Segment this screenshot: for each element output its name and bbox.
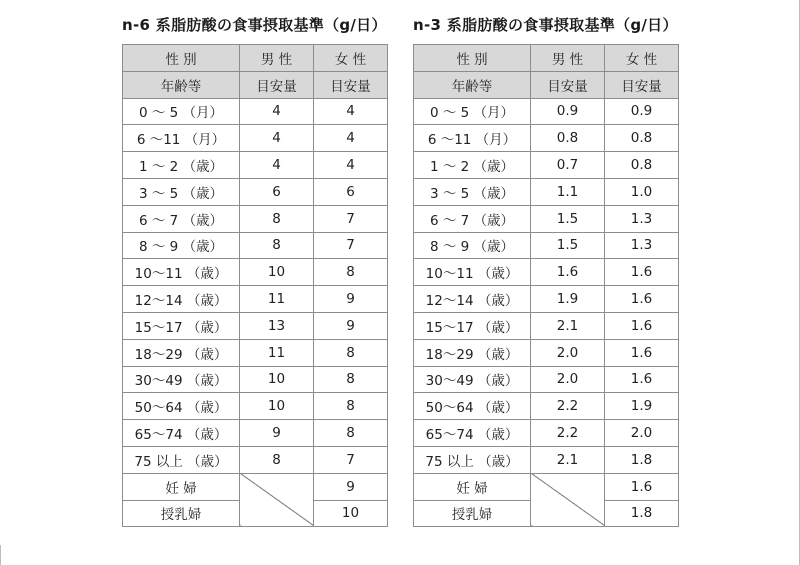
value-cell: 4 <box>314 98 388 125</box>
value-cell: 1.5 <box>531 232 605 259</box>
table-row <box>123 125 388 152</box>
value-cell: 1.6 <box>605 259 679 286</box>
value-cell: 2.2 <box>531 420 605 447</box>
header-cell: 性 別 <box>123 45 240 72</box>
value-cell: 8 <box>240 446 314 473</box>
table-row <box>123 178 388 205</box>
value-cell: 1.6 <box>605 312 679 339</box>
age-cell: 15～17 （歳） <box>123 312 240 339</box>
value-cell: 7 <box>314 232 388 259</box>
table-row <box>414 339 679 366</box>
age-cell: 10～11 （歳） <box>414 259 531 286</box>
age-cell: 3 ～ 5 （歳） <box>414 178 531 205</box>
value-cell: 9 <box>314 286 388 313</box>
age-cell: 6 ～ 7 （歳） <box>414 205 531 232</box>
age-cell: 授乳婦 <box>414 500 531 527</box>
table-row <box>414 259 679 286</box>
table-row <box>123 339 388 366</box>
table-row <box>414 152 679 179</box>
value-cell: 0.9 <box>531 98 605 125</box>
age-cell: 12～14 （歳） <box>123 286 240 313</box>
table-header-row <box>414 45 679 72</box>
table-row <box>414 420 679 447</box>
age-cell: 50～64 （歳） <box>123 393 240 420</box>
value-cell: 1.6 <box>605 473 679 500</box>
value-cell: 0.8 <box>605 152 679 179</box>
table-row <box>123 152 388 179</box>
header-cell: 男 性 <box>240 45 314 72</box>
table-row <box>414 178 679 205</box>
table-row <box>414 312 679 339</box>
value-cell: 8 <box>314 393 388 420</box>
age-cell: 75 以上 （歳） <box>414 446 531 473</box>
table-row <box>123 366 388 393</box>
value-cell: 11 <box>240 339 314 366</box>
value-cell: 4 <box>314 152 388 179</box>
value-cell: 0.9 <box>605 98 679 125</box>
value-cell: 6 <box>314 178 388 205</box>
age-cell: 10～11 （歳） <box>123 259 240 286</box>
page-border-left <box>0 545 1 565</box>
age-cell: 妊 婦 <box>414 473 531 500</box>
not-applicable-diagonal-cell <box>531 473 605 527</box>
value-cell: 1.9 <box>605 393 679 420</box>
age-cell: 75 以上 （歳） <box>123 446 240 473</box>
age-cell: 65～74 （歳） <box>123 420 240 447</box>
value-cell: 0.8 <box>531 125 605 152</box>
age-cell: 65～74 （歳） <box>414 420 531 447</box>
header-cell: 性 別 <box>414 45 531 72</box>
value-cell: 10 <box>314 500 388 527</box>
table-row <box>414 366 679 393</box>
value-cell: 0.8 <box>605 125 679 152</box>
age-cell: 30～49 （歳） <box>123 366 240 393</box>
value-cell: 1.0 <box>605 178 679 205</box>
value-cell: 4 <box>240 125 314 152</box>
age-cell: 6 ～11 （月） <box>414 125 531 152</box>
value-cell: 9 <box>314 473 388 500</box>
value-cell: 2.1 <box>531 312 605 339</box>
age-cell: 6 ～11 （月） <box>123 125 240 152</box>
table-header-row <box>414 71 679 98</box>
value-cell: 6 <box>240 178 314 205</box>
not-applicable-diagonal-cell <box>240 473 314 527</box>
age-cell: 8 ～ 9 （歳） <box>123 232 240 259</box>
value-cell: 1.5 <box>531 205 605 232</box>
header-cell: 目安量 <box>605 71 679 98</box>
value-cell: 1.9 <box>531 286 605 313</box>
table-row <box>414 98 679 125</box>
value-cell: 10 <box>240 366 314 393</box>
value-cell: 0.7 <box>531 152 605 179</box>
value-cell: 8 <box>240 205 314 232</box>
table-row <box>123 420 388 447</box>
table-row <box>123 232 388 259</box>
age-cell: 18～29 （歳） <box>123 339 240 366</box>
value-cell: 7 <box>314 446 388 473</box>
value-cell: 1.6 <box>531 259 605 286</box>
age-cell: 8 ～ 9 （歳） <box>414 232 531 259</box>
n6-table-title: n-6 系脂肪酸の食事摂取基準（g/日） <box>122 16 387 34</box>
table-row <box>123 205 388 232</box>
table-row <box>414 125 679 152</box>
age-cell: 12～14 （歳） <box>414 286 531 313</box>
age-cell: 授乳婦 <box>123 500 240 527</box>
n3-table-title: n-3 系脂肪酸の食事摂取基準（g/日） <box>413 16 678 34</box>
value-cell: 2.0 <box>531 366 605 393</box>
table-row <box>123 312 388 339</box>
header-cell: 女 性 <box>314 45 388 72</box>
age-cell: 30～49 （歳） <box>414 366 531 393</box>
value-cell: 2.2 <box>531 393 605 420</box>
age-cell: 0 ～ 5 （月） <box>123 98 240 125</box>
value-cell: 1.8 <box>605 500 679 527</box>
value-cell: 4 <box>240 98 314 125</box>
value-cell: 13 <box>240 312 314 339</box>
age-cell: 50～64 （歳） <box>414 393 531 420</box>
table-row-special <box>123 473 388 500</box>
value-cell: 9 <box>240 420 314 447</box>
table-header-row <box>123 45 388 72</box>
table-row <box>123 446 388 473</box>
value-cell: 8 <box>314 420 388 447</box>
value-cell: 7 <box>314 205 388 232</box>
value-cell: 9 <box>314 312 388 339</box>
n3-intake-table <box>413 44 679 527</box>
value-cell: 8 <box>314 259 388 286</box>
age-cell: 18～29 （歳） <box>414 339 531 366</box>
n6-table-block <box>122 14 388 527</box>
value-cell: 10 <box>240 393 314 420</box>
header-cell: 男 性 <box>531 45 605 72</box>
table-row <box>414 446 679 473</box>
table-row <box>123 98 388 125</box>
table-row <box>414 232 679 259</box>
age-cell: 1 ～ 2 （歳） <box>123 152 240 179</box>
table-row <box>414 205 679 232</box>
table-row-special <box>414 473 679 500</box>
value-cell: 8 <box>240 232 314 259</box>
table-row <box>123 259 388 286</box>
value-cell: 1.3 <box>605 205 679 232</box>
value-cell: 10 <box>240 259 314 286</box>
header-cell: 女 性 <box>605 45 679 72</box>
value-cell: 2.0 <box>605 420 679 447</box>
age-cell: 15～17 （歳） <box>414 312 531 339</box>
value-cell: 2.1 <box>531 446 605 473</box>
value-cell: 1.8 <box>605 446 679 473</box>
header-cell: 目安量 <box>531 71 605 98</box>
age-cell: 3 ～ 5 （歳） <box>123 178 240 205</box>
age-cell: 6 ～ 7 （歳） <box>123 205 240 232</box>
value-cell: 11 <box>240 286 314 313</box>
value-cell: 4 <box>314 125 388 152</box>
table-row <box>123 393 388 420</box>
table-row <box>123 286 388 313</box>
value-cell: 1.6 <box>605 286 679 313</box>
header-cell: 年齢等 <box>414 71 531 98</box>
table-header-row <box>123 71 388 98</box>
header-cell: 目安量 <box>314 71 388 98</box>
value-cell: 1.6 <box>605 339 679 366</box>
value-cell: 1.1 <box>531 178 605 205</box>
n3-table-block <box>413 14 679 527</box>
table-row <box>414 393 679 420</box>
table-row <box>414 286 679 313</box>
value-cell: 8 <box>314 366 388 393</box>
value-cell: 8 <box>314 339 388 366</box>
header-cell: 年齢等 <box>123 71 240 98</box>
value-cell: 1.3 <box>605 232 679 259</box>
age-cell: 1 ～ 2 （歳） <box>414 152 531 179</box>
header-cell: 目安量 <box>240 71 314 98</box>
age-cell: 0 ～ 5 （月） <box>414 98 531 125</box>
value-cell: 4 <box>240 152 314 179</box>
n6-intake-table <box>122 44 388 527</box>
age-cell: 妊 婦 <box>123 473 240 500</box>
value-cell: 1.6 <box>605 366 679 393</box>
value-cell: 2.0 <box>531 339 605 366</box>
